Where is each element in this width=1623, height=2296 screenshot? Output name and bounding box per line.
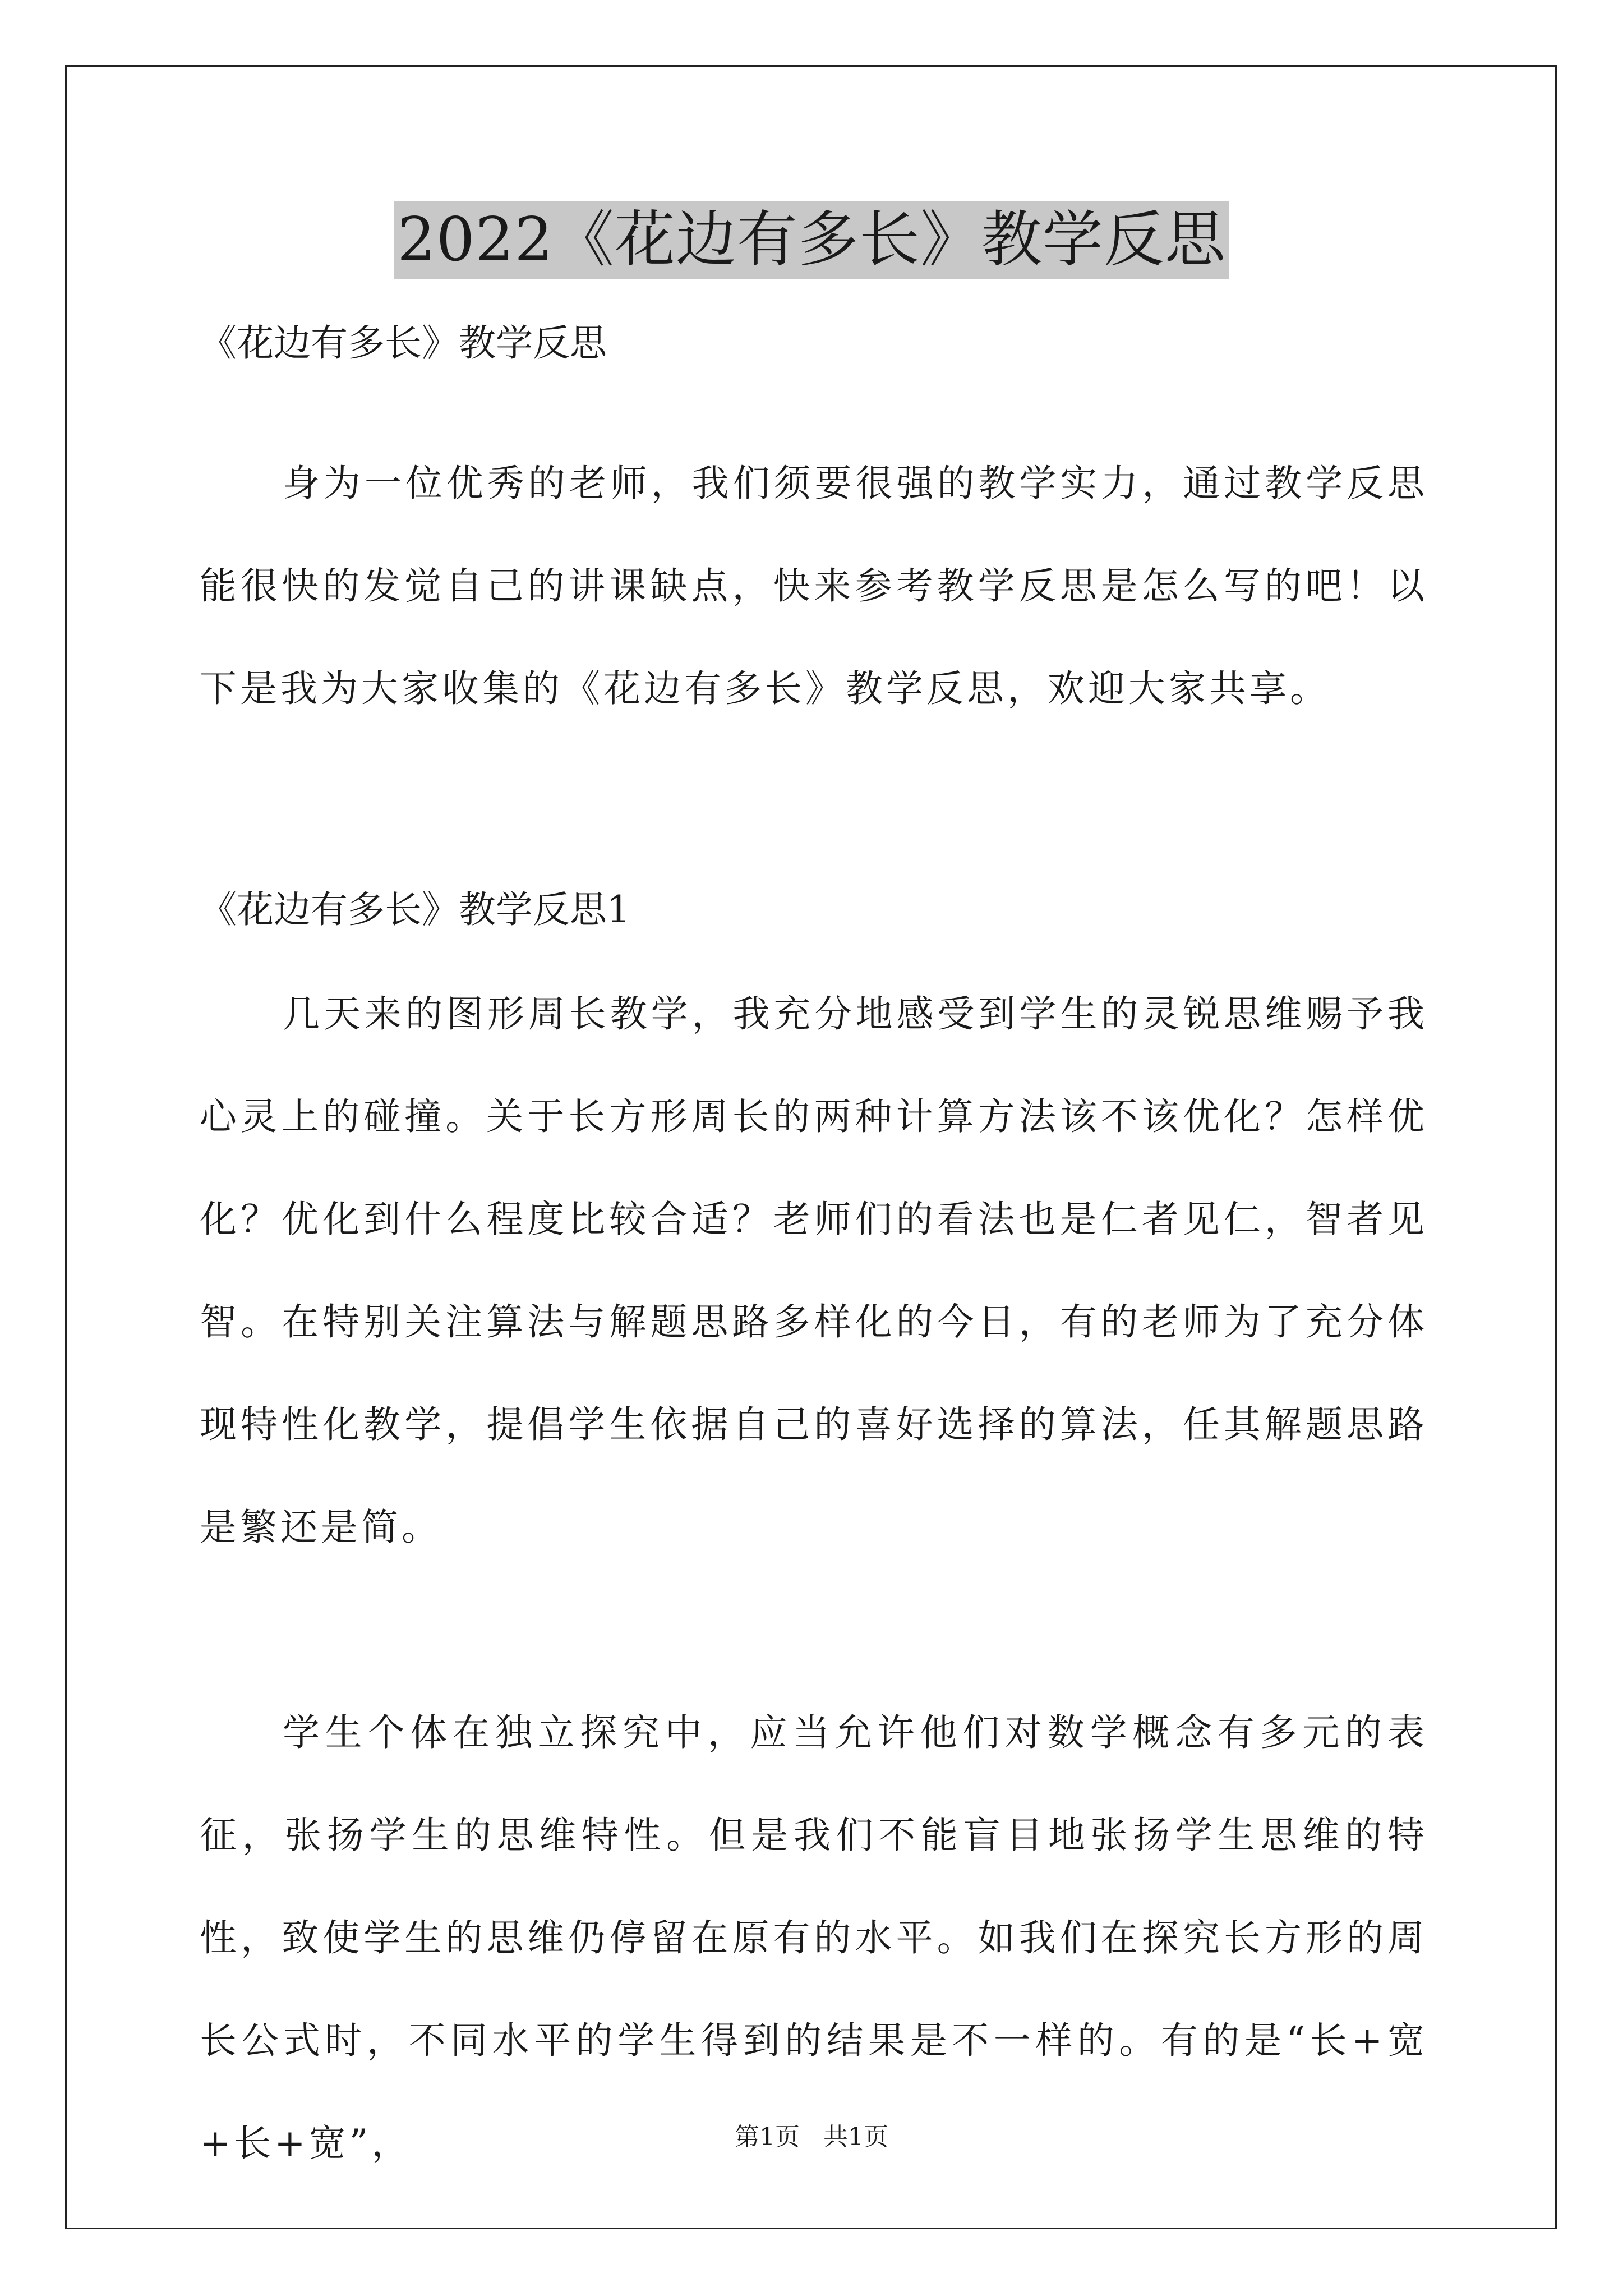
intro-heading: 《花边有多长》教学反思 <box>200 321 607 365</box>
document-title: 2022《花边有多长》教学反思 <box>394 201 1229 279</box>
section1-paragraph-1: 几天来的图形周长教学，我充分地感受到学生的灵锐思维赐予我心灵上的碰撞。关于长方形周长的两种计算方法该不该优化？怎样优化？优化到什么程度比较合适？老师们的看法也是仁者见仁，智者见智。在特别关注算法与解题思路多样化的今日，有的老师为了充分体现特性化教学，提倡学生依据自己的喜好选择的算法，任其解题思路是繁还是简。 <box>200 992 1428 1549</box>
section1-heading: 《花边有多长》教学反思1 <box>200 888 630 931</box>
intro-paragraph: 身为一位优秀的老师，我们须要很强的教学实力，通过教学反思能很快的发觉自己的讲课缺点，快来参考教学反思是怎么写的吧！以下是我为大家收集的《花边有多长》教学反思，欢迎大家共享。 <box>200 462 1428 710</box>
title-container <box>0 201 1623 279</box>
page-footer: 第1页 共1页 <box>735 2123 888 2151</box>
section1-paragraph-2: 学生个体在独立探究中，应当允许他们对数学概念有多元的表征，张扬学生的思维特性。但是我们不能盲目地张扬学生思维的特性，致使学生的思维仍停留在原有的水平。如我们在探究长方形的周长公式时，不同水平的学生得到的结果是不一样的。有的是“长+宽+长+宽”， <box>200 1711 1428 2165</box>
